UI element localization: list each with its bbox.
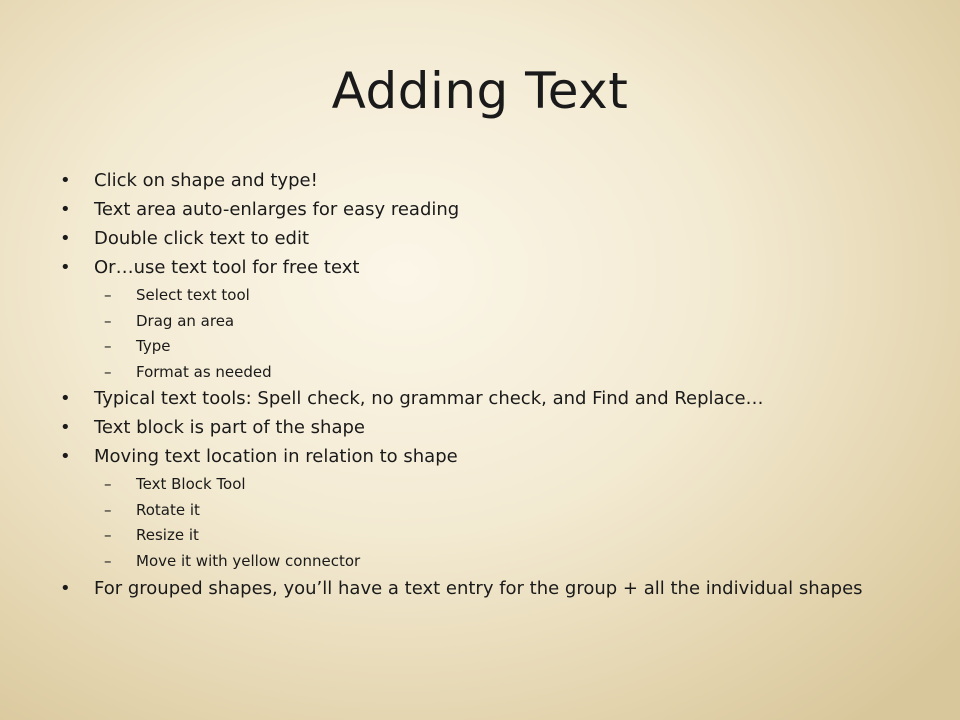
sub-bullet-text: Type [136, 337, 171, 355]
sub-bullet-text: Select text tool [136, 286, 250, 304]
sub-bullet-text: Resize it [136, 526, 199, 544]
bullet-text: Moving text location in relation to shape [94, 446, 458, 467]
bullet-marker: • [60, 388, 71, 409]
sub-bullet-marker: – [104, 337, 112, 355]
bullet-marker: • [60, 228, 71, 249]
sub-bullet-marker: – [104, 526, 112, 544]
sub-bullet-text: Text Block Tool [136, 475, 246, 493]
sub-bullet-item [56, 286, 896, 305]
bullet-marker: • [60, 417, 71, 438]
bullet-marker: • [60, 578, 71, 599]
bullet-item [56, 388, 896, 410]
sub-bullet-marker: – [104, 286, 112, 304]
sub-bullet-text: Rotate it [136, 500, 200, 519]
sub-bullet-item [56, 337, 896, 356]
sub-bullet-item [56, 526, 896, 545]
bullet-item [56, 199, 896, 221]
bullet-list [56, 170, 896, 607]
bullet-marker: • [60, 170, 71, 191]
bullet-item [56, 417, 896, 439]
sub-bullet-marker: – [104, 362, 112, 381]
sub-bullet-marker: – [104, 311, 112, 330]
bullet-marker: • [60, 199, 71, 220]
sub-bullet-item [56, 363, 896, 382]
sub-bullet-marker: – [104, 475, 112, 493]
bullet-item [56, 170, 896, 192]
bullet-text: For grouped shapes, you’ll have a text entry for the group + all the individual shapes [94, 578, 863, 599]
sub-bullet-text: Format as needed [136, 362, 272, 381]
sub-bullet-text: Move it with yellow connector [136, 551, 361, 570]
sub-bullet-text: Drag an area [136, 311, 235, 330]
bullet-text: Text area auto-enlarges for easy reading [94, 199, 460, 220]
bullet-item [56, 446, 896, 468]
bullet-marker: • [60, 257, 71, 278]
sub-bullet-marker: – [104, 500, 112, 519]
slide-title: Adding Text [331, 62, 629, 120]
sub-bullet-marker: – [104, 551, 112, 570]
bullet-text: Or…use text tool for free text [94, 257, 360, 278]
sub-bullet-item [56, 475, 896, 494]
bullet-text: Click on shape and type! [94, 170, 318, 191]
sub-bullet-item [56, 312, 896, 331]
bullet-item [56, 228, 896, 250]
bullet-item [56, 257, 896, 279]
bullet-text: Typical text tools: Spell check, no grammar check, and Find and Replace… [94, 388, 764, 409]
bullet-marker: • [60, 446, 71, 467]
bullet-item [56, 577, 896, 600]
sub-bullet-item [56, 501, 896, 520]
bullet-text: Double click text to edit [94, 228, 310, 249]
sub-bullet-item [56, 552, 896, 571]
bullet-text: Text block is part of the shape [94, 417, 365, 438]
